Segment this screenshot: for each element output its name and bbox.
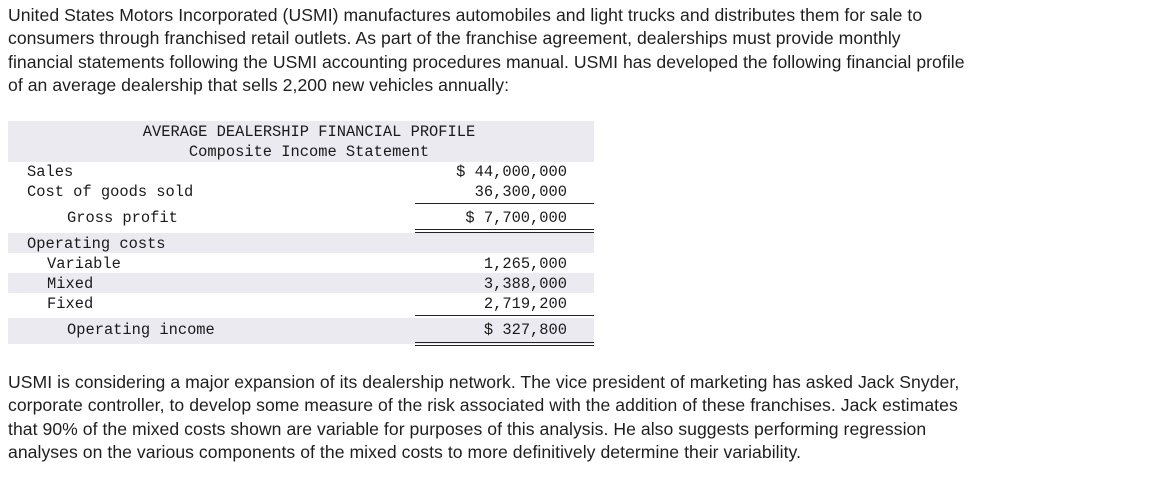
sales-label: Sales xyxy=(27,163,74,181)
closing-line: corporate controller, to develop some measure of the risk associated with the addition of these franchises. Jack estimates xyxy=(8,395,958,416)
gross-profit-amount: $ 7,700,000 xyxy=(465,209,567,227)
closing-line: analyses on the various components of the mixed costs to more definitively determine their variability. xyxy=(8,441,802,462)
cogs-label: Cost of goods sold xyxy=(27,183,194,201)
income-statement-table xyxy=(8,121,594,347)
subtotal-rule xyxy=(415,203,594,204)
double-rule-bottom xyxy=(415,232,594,233)
intro-paragraph xyxy=(8,4,1158,97)
double-rule-top xyxy=(415,342,594,343)
intro-line: of an average dealership that sells 2,200 new vehicles annually: xyxy=(8,74,510,95)
double-rule-top xyxy=(415,229,594,230)
statement-subtitle: Composite Income Statement xyxy=(188,143,430,161)
mixed-amount: 3,388,000 xyxy=(483,275,567,293)
closing-line: that 90% of the mixed costs shown are variable for purposes of this analysis. He also suggests performing regression xyxy=(8,418,927,439)
variable-label: Variable xyxy=(47,255,121,273)
intro-line: financial statements following the USMI accounting procedures manual. USMI has developed the following financial profile xyxy=(8,51,965,72)
cogs-amount: 36,300,000 xyxy=(474,183,567,201)
intro-line: consumers through franchised retail outlets. As part of the franchise agreement, dealerships must provide monthly xyxy=(8,28,901,49)
fixed-amount: 2,719,200 xyxy=(483,295,567,313)
closing-line: USMI is considering a major expansion of its dealership network. The vice president of marketing has asked Jack Snyder, xyxy=(8,372,960,392)
variable-amount: 1,265,000 xyxy=(483,255,567,273)
statement-title: AVERAGE DEALERSHIP FINANCIAL PROFILE xyxy=(142,123,476,141)
operating-income-label: Operating income xyxy=(67,321,215,339)
mixed-label: Mixed xyxy=(47,275,94,293)
intro-line: United States Motors Incorporated (USMI) manufactures automobiles and light trucks and distributes them for sale to xyxy=(8,5,923,25)
closing-paragraph xyxy=(8,371,1158,464)
operating-income-amount: $ 327,800 xyxy=(483,321,567,339)
operating-costs-label: Operating costs xyxy=(27,235,166,253)
sales-amount: $ 44,000,000 xyxy=(456,163,567,181)
fixed-label: Fixed xyxy=(47,295,94,313)
double-rule-bottom xyxy=(415,345,594,346)
gross-profit-label: Gross profit xyxy=(67,209,178,227)
subtotal-rule xyxy=(415,315,594,316)
